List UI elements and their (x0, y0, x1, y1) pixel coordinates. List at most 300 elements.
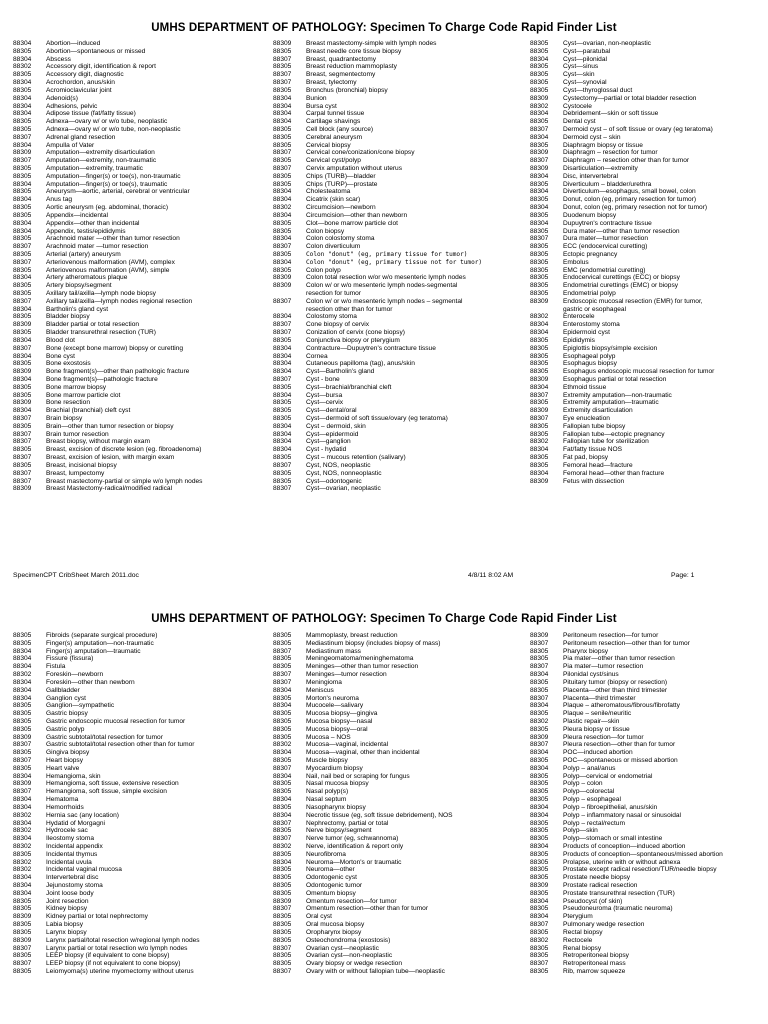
cpt-code: 88305 (273, 266, 292, 274)
list-item (13, 126, 202, 134)
list-item (273, 48, 482, 56)
specimen-description: Cyst—ovarian, neoplastic (306, 485, 381, 493)
list-item (273, 243, 482, 251)
specimen-description: Amputation—finger(s) or toe(s), non-traumatic (46, 172, 181, 180)
cpt-code: 88305 (273, 952, 292, 960)
specimen-description: Mediastinum mass (306, 647, 361, 655)
cpt-code: 88304 (530, 133, 549, 141)
specimen-description: Bladder transurethral resection (TUR) (46, 329, 156, 337)
list-item (13, 282, 202, 290)
specimen-description: Gastric polyp (46, 725, 85, 733)
list-item (13, 859, 200, 867)
list-item (13, 632, 200, 640)
list-item (273, 399, 482, 407)
specimen-description: Cyst – dermoid, skin (306, 422, 366, 430)
list-item (273, 687, 453, 695)
list-item (273, 470, 482, 478)
cpt-code: 88302 (530, 102, 549, 110)
list-item (13, 812, 200, 820)
specimen-description: Omentum resection—for tumor (306, 897, 397, 905)
list-item (530, 188, 714, 196)
specimen-description: Fat pad, biopsy (563, 454, 609, 462)
cpt-code: 88305 (13, 897, 32, 905)
list-item (13, 945, 200, 953)
specimen-description: Cyst—dental/oral (306, 407, 357, 415)
cpt-code: 88304 (273, 344, 292, 352)
cpt-code: 88309 (530, 297, 549, 305)
specimen-description: Gastric biopsy (46, 710, 88, 718)
cpt-code: 88309 (530, 407, 549, 415)
list-item (13, 765, 200, 773)
list-item (13, 415, 202, 423)
list-item (530, 251, 714, 259)
list-item (273, 671, 453, 679)
list-item (530, 321, 714, 329)
specimen-description: Donut, colon (eg, primary resection not for tumor) (563, 204, 708, 212)
cpt-code: 88305 (13, 118, 32, 126)
specimen-description: Renal biopsy (563, 944, 602, 952)
specimen-description: Polyp—skin (563, 827, 598, 835)
cpt-code: 88304 (530, 469, 549, 477)
specimen-description: Amputation—extremity, traumatic (46, 165, 143, 172)
specimen-description: Cyst—ganglion (306, 438, 351, 446)
specimen-description: Retroperitoneal biopsy (563, 952, 629, 960)
specimen-description: Foreskin—other than newborn (46, 678, 135, 686)
list-item (530, 945, 723, 953)
specimen-description: Amputation—extremity, non-traumatic (46, 157, 157, 165)
cpt-code: 88309 (530, 733, 549, 741)
list-item (273, 103, 482, 111)
specimen-description: Arachnoid mater —other than tumor resection (46, 235, 180, 243)
specimen-description: Labia biopsy (46, 921, 84, 929)
list-item (273, 655, 453, 663)
list-item (273, 220, 482, 228)
list-item (13, 741, 200, 749)
specimen-description: Myocardium biopsy (306, 764, 363, 772)
specimen-description: Products of conception—spontaneous/missed abortion (563, 850, 723, 858)
list-item (13, 368, 202, 376)
cpt-code: 88304 (273, 196, 292, 204)
list-item (530, 671, 723, 679)
cpt-code: 88307 (13, 944, 32, 952)
list-item (273, 718, 453, 726)
cpt-code: 88307 (13, 757, 32, 764)
list-item (273, 251, 482, 259)
specimen-description: Heart valve (46, 764, 80, 772)
list-item (13, 243, 202, 251)
list-item (273, 165, 482, 173)
specimen-description: Extremity amputation—non-traumatic (563, 391, 672, 399)
cpt-code: 88307 (13, 960, 32, 968)
specimen-description: Colon w/ or w/o mesenteric lymph nodes – segmental (306, 297, 463, 305)
specimen-description: Enterocele (563, 313, 595, 321)
list-item (13, 149, 202, 157)
cpt-code: 88305 (530, 368, 549, 376)
cpt-code: 88305 (273, 694, 292, 702)
cpt-code: 88305 (273, 866, 292, 874)
list-item (530, 110, 714, 118)
specimen-description: Cyst—paratubal (563, 47, 611, 55)
cpt-code: 88309 (13, 368, 32, 376)
specimen-description: Breast, quadrantectomy (306, 55, 377, 63)
specimen-description: Oral cyst (306, 913, 333, 921)
list-item (530, 384, 714, 392)
cpt-code: 88305 (530, 655, 549, 663)
cpt-code: 88307 (273, 967, 292, 975)
list-item (273, 353, 482, 361)
specimen-description: Bladder biopsy (46, 313, 90, 321)
cpt-code: 88305 (13, 717, 32, 725)
specimen-description: Dermoid cyst – skin (563, 133, 621, 141)
cpt-code: 88305 (530, 47, 549, 55)
cpt-code: 88309 (530, 632, 549, 639)
cpt-code: 88302 (13, 827, 32, 835)
cpt-code: 88304 (530, 842, 549, 850)
list-item (273, 321, 482, 329)
cpt-code: 88307 (13, 297, 32, 305)
list-item (530, 48, 714, 56)
list-item (13, 454, 202, 462)
specimen-description: Meningioma (306, 678, 342, 686)
cpt-code: 88304 (13, 336, 32, 344)
cpt-code: 88304 (13, 352, 32, 360)
cpt-code: 88305 (13, 928, 32, 936)
list-item (273, 968, 453, 976)
cpt-code: 88305 (530, 118, 549, 126)
list-item (13, 306, 202, 314)
cpt-code: 88304 (13, 102, 32, 110)
cpt-code: 88304 (273, 235, 292, 243)
cpt-code: 88305 (273, 913, 292, 921)
specimen-description: Muscle biopsy (306, 757, 348, 764)
cpt-code: 88305 (530, 850, 549, 858)
specimen-description: Foreskin—newborn (46, 671, 104, 679)
specimen-description: Brain tumor resection (46, 430, 109, 438)
specimen-description: Plaque – atheromatous/fibrous/fibrofatty (563, 702, 680, 710)
list-item (273, 478, 482, 486)
list-item (13, 384, 202, 392)
specimen-description: Nail, nail bed or scraping for fungus (306, 772, 410, 780)
specimen-description: Diverticulum—esophagus, small bowel, colon (563, 188, 696, 196)
cpt-code: 88305 (273, 780, 292, 788)
list-item (530, 235, 714, 243)
cpt-code: 88305 (530, 647, 549, 655)
cpt-code: 88305 (530, 71, 549, 79)
list-item (530, 454, 714, 462)
list-item (530, 415, 714, 423)
list-item (273, 485, 482, 493)
cpt-code: 88305 (13, 850, 32, 858)
cpt-code: 88305 (273, 889, 292, 897)
specimen-description: Cerebral aneurysm (306, 133, 363, 141)
list-item (13, 820, 200, 828)
specimen-description: Fissure (fissura) (46, 655, 94, 663)
cpt-code: 88305 (273, 454, 292, 462)
list-item (13, 40, 202, 48)
cpt-code: 88309 (273, 274, 292, 282)
cpt-code: 88305 (13, 188, 32, 196)
cpt-code: 88305 (273, 125, 292, 133)
list-item (530, 282, 714, 290)
cpt-code: 88305 (530, 780, 549, 788)
specimen-description: Cyst—epidermoid (306, 430, 359, 438)
specimen-description: Accessory digit, identification & report (46, 63, 156, 71)
list-item (273, 796, 453, 804)
specimen-description: Brachial (branchial) cleft cyst (46, 407, 131, 415)
cpt-code: 88304 (13, 196, 32, 204)
list-item (273, 368, 482, 376)
list-item (273, 734, 453, 742)
list-item (13, 773, 200, 781)
cpt-code: 88305 (13, 632, 32, 639)
cpt-code: 88307 (530, 921, 549, 929)
cpt-code: 88307 (530, 415, 549, 422)
list-item (530, 874, 723, 882)
list-item (273, 679, 453, 687)
specimen-description: Epidermoid cyst (563, 329, 610, 337)
specimen-description: Bronchus (bronchial) biopsy (306, 86, 388, 94)
list-item (530, 267, 714, 275)
cpt-code: 88307 (13, 243, 32, 251)
specimen-description: Breast, excision of discrete lesion (eg. fibroadenoma) (46, 446, 202, 454)
cpt-code: 88304 (13, 819, 32, 827)
specimen-description: Bone fragment(s)—other than pathologic fracture (46, 368, 190, 376)
cpt-code: 88305 (13, 391, 32, 399)
cpt-code: 88305 (530, 282, 549, 290)
list-item (13, 267, 202, 275)
cpt-code: 88305 (273, 803, 292, 811)
specimen-description: Eye enucleation (563, 415, 610, 422)
list-item (530, 181, 714, 189)
list-item (273, 298, 482, 306)
specimen-description: Femoral head—other than fracture (563, 469, 665, 477)
specimen-description: Pleura resection—for tumor (563, 733, 644, 741)
specimen-description: Meningeomatoma/meninghematoma (306, 655, 414, 663)
list-item (273, 235, 482, 243)
specimen-description: Fetus with dissection (563, 477, 625, 485)
cpt-code: 88304 (273, 352, 292, 360)
list-item (273, 454, 482, 462)
cpt-code: 88304 (13, 219, 32, 227)
cpt-code: 88305 (273, 477, 292, 485)
specimen-description: POC—spontaneous or missed abortion (563, 757, 678, 764)
list-item (273, 87, 482, 95)
cpt-code: 88307 (273, 905, 292, 913)
specimen-description: Amputation—finger(s) or toe(s), traumatic (46, 180, 168, 188)
cpt-code: 88304 (273, 702, 292, 710)
specimen-description: Pseudoneuroma (traumatic neuroma) (563, 905, 673, 913)
list-item (530, 812, 723, 820)
list-item (13, 321, 202, 329)
list-item (530, 780, 723, 788)
list-item (530, 710, 723, 718)
cpt-code: 88309 (13, 399, 32, 407)
specimen-description: Leiomyoma(s) uterine myomectomy without uterus (46, 967, 194, 975)
specimen-description: Polyp – esophageal (563, 796, 621, 804)
specimen-description: Plaque – senile/neuritic (563, 710, 632, 718)
cpt-code: 88305 (13, 282, 32, 290)
list-item (13, 173, 202, 181)
cpt-code: 88305 (273, 757, 292, 764)
specimen-description: LEEP biopsy (if equivalent to cone biopsy) (46, 952, 170, 960)
list-item (530, 929, 723, 937)
specimen-description: Pleura resection—other than for tumor (563, 741, 676, 749)
specimen-description: Colon diverticulum (306, 243, 361, 251)
cpt-code: 88307 (273, 55, 292, 63)
specimen-description: Carpal tunnel tissue (306, 110, 365, 118)
specimen-description: Incidental thymus (46, 850, 98, 858)
specimen-description: Cyst - hydatid (306, 446, 347, 454)
list-item (13, 235, 202, 243)
specimen-description: Neuroma—Morton's or traumatic (306, 858, 402, 866)
cpt-code: 88304 (13, 647, 32, 655)
cpt-code: 88302 (13, 842, 32, 850)
specimen-description: Mucosa – NOS (306, 733, 351, 741)
list-item (13, 48, 202, 56)
specimen-description: Colon "donut" (eg, primary tissue for tumor) (306, 250, 468, 258)
list-item (273, 804, 453, 812)
specimen-description: Adipose tissue (fat/fatty tissue) (46, 110, 136, 118)
entry-column (530, 632, 723, 976)
specimen-description: Kidney biopsy (46, 905, 88, 913)
specimen-description: Cervical biopsy (306, 141, 351, 149)
list-item (13, 329, 202, 337)
list-item (13, 671, 200, 679)
list-item (13, 103, 202, 111)
specimen-description: Odontogenic tumor (306, 882, 363, 889)
list-item (530, 204, 714, 212)
specimen-description: Osteochondroma (exostosis) (306, 936, 391, 944)
cpt-code: 88307 (273, 149, 292, 157)
cpt-code: 88305 (13, 461, 32, 469)
cpt-code: 88302 (530, 438, 549, 446)
cpt-code: 88304 (530, 749, 549, 757)
cpt-code: 88307 (530, 157, 549, 165)
list-item (273, 632, 453, 640)
list-item (273, 820, 453, 828)
specimen-description: Endocervical curettings (ECC) or biopsy (563, 274, 680, 282)
cpt-code: 88304 (13, 835, 32, 843)
specimen-description: Acrochordon, anus/skin (46, 79, 115, 87)
specimen-description: Nasal polyp(s) (306, 788, 349, 796)
specimen-description: Adenoid(s) (46, 94, 78, 102)
specimen-description: Duodenum biopsy (563, 211, 617, 219)
specimen-description: Disc, intervertebral (563, 172, 618, 180)
cpt-code: 88307 (13, 415, 32, 422)
list-item (13, 118, 202, 126)
cpt-code: 88309 (13, 149, 32, 157)
specimen-description: Bunion (306, 94, 327, 102)
specimen-description: Endometrial curettings (EMC) or biopsy (563, 282, 679, 290)
list-item (13, 446, 202, 454)
list-item (530, 56, 714, 64)
specimen-description: Placenta—third trimester (563, 694, 636, 702)
cpt-code: 88305 (530, 274, 549, 282)
specimen-description: Conjunctiva biopsy or pterygium (306, 336, 400, 344)
specimen-description: Aneurysm—aortic, arterial, cerebral or ventricular (46, 188, 190, 196)
list-item (273, 95, 482, 103)
list-item (273, 890, 453, 898)
specimen-description: Chips (TURP)—prostate (306, 180, 378, 188)
cpt-code: 88304 (273, 749, 292, 757)
cpt-code: 88304 (530, 913, 549, 921)
cpt-code: 88304 (13, 79, 32, 87)
list-item (530, 407, 714, 415)
list-item (13, 702, 200, 710)
list-item (273, 859, 453, 867)
list-item (13, 87, 202, 95)
specimen-description: Cyst—brachial/branchial cleft (306, 383, 392, 391)
list-item (13, 937, 200, 945)
cpt-code: 88307 (273, 678, 292, 686)
cpt-code: 88309 (530, 94, 549, 102)
specimen-description: Hydatid of Morgagni (46, 819, 106, 827)
cpt-code: 88305 (13, 235, 32, 243)
list-item (273, 726, 453, 734)
cpt-code: 88305 (530, 678, 549, 686)
list-item (273, 640, 453, 648)
specimen-description: Femoral head—fracture (563, 461, 633, 469)
cpt-code: 88305 (273, 850, 292, 858)
cpt-code: 88304 (273, 118, 292, 126)
specimen-description: Peritoneum resection—for tumor (563, 632, 659, 639)
list-item (273, 905, 453, 913)
specimen-description: Breast needle core tissue biopsy (306, 47, 402, 55)
cpt-code: 88307 (13, 477, 32, 485)
cpt-code: 88304 (273, 368, 292, 376)
cpt-code: 88304 (13, 678, 32, 686)
list-item (13, 648, 200, 656)
list-item (13, 376, 202, 384)
list-item (13, 905, 200, 913)
list-item (273, 921, 453, 929)
specimen-description: Nerve, identification & report only (306, 842, 404, 850)
cpt-code: 88307 (13, 258, 32, 266)
specimen-description: Disarticulation—extremity (563, 165, 638, 172)
specimen-description: Omentum biopsy (306, 889, 356, 897)
list-item (273, 648, 453, 656)
list-item (13, 79, 202, 87)
cpt-code: 88305 (273, 219, 292, 227)
cpt-code: 88307 (273, 835, 292, 843)
list-item (13, 392, 202, 400)
specimen-description: Mediastinum biopsy (includes biopsy of mass) (306, 639, 441, 647)
list-item (530, 905, 723, 913)
cpt-code: 88305 (273, 936, 292, 944)
list-item (273, 212, 482, 220)
cpt-code: 88305 (273, 227, 292, 235)
specimen-description: Hematoma (46, 796, 79, 804)
specimen-description: Breast, excision of lesion, with margin exam (46, 454, 175, 462)
specimen-description: Fallopian tube for sterilization (563, 438, 649, 446)
cpt-code: 88307 (530, 741, 549, 749)
specimen-description: Cyst—skin (563, 71, 595, 79)
list-item (273, 415, 482, 423)
specimen-description: Larynx biopsy (46, 928, 87, 936)
list-item (530, 470, 714, 478)
specimen-description: Oropharynx biopsy (306, 928, 362, 936)
cpt-code: 88307 (530, 125, 549, 133)
list-item (13, 142, 202, 150)
cpt-code: 88305 (273, 921, 292, 929)
specimen-description: Amputation—extremity disarticulation (46, 149, 155, 157)
specimen-description: Pituitary tumor (biopsy or resection) (563, 678, 668, 686)
list-item (273, 79, 482, 87)
list-item (13, 718, 200, 726)
specimen-description: Larynx partial/total resection w/regional lymph nodes (46, 936, 200, 944)
specimen-description: Contracture—Dupuytren's contracture tissue (306, 344, 436, 352)
cpt-code: 88304 (530, 329, 549, 337)
